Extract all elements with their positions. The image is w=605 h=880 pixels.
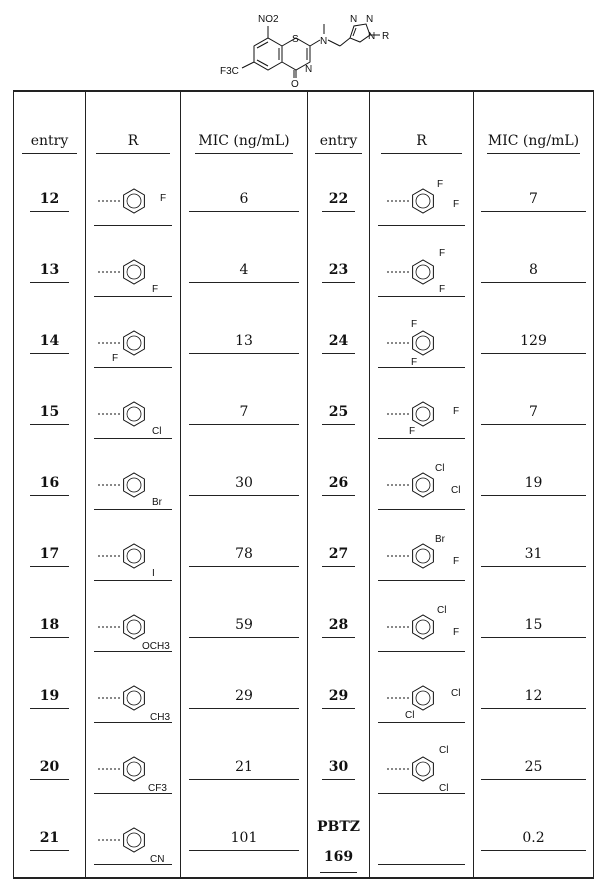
- r-group-cell: [86, 523, 181, 594]
- mic-cell: [474, 239, 594, 310]
- 3-chloro-4-fluorophenyl-icon: [379, 603, 465, 651]
- scaffold-structure: [214, 2, 404, 88]
- entry-cell: [14, 736, 86, 807]
- sulfur-label: S: [292, 34, 299, 45]
- r-underline: [378, 793, 465, 794]
- substituent-label: F: [452, 556, 459, 567]
- r-group-cell: [370, 665, 474, 736]
- entry-cell: [14, 239, 86, 310]
- r-underline: [94, 722, 173, 723]
- 3-fluorophenyl-icon: [90, 248, 176, 296]
- 3-iodophenyl-icon: [90, 532, 176, 580]
- r-underline: [378, 722, 465, 723]
- mic-value: 21: [189, 759, 300, 780]
- mic-cell: [181, 594, 308, 665]
- header-entry: entry: [14, 91, 86, 168]
- entry-label: 12: [30, 191, 69, 212]
- entry-cell: [14, 381, 86, 452]
- entry-label: 17: [30, 546, 69, 567]
- 3-trifluoromethylphenyl-icon: [90, 745, 176, 793]
- mic-value: 31: [481, 546, 586, 567]
- substituent-label: Cl: [152, 426, 162, 437]
- mic-cell: [474, 310, 594, 381]
- triazole-n3-label: N: [368, 31, 376, 42]
- mic-value: 29: [189, 688, 300, 709]
- substituent-label: OCH3: [142, 641, 170, 651]
- entry-cell: [308, 381, 370, 452]
- header-r: R: [86, 91, 181, 168]
- mic-value: 19: [481, 475, 586, 496]
- r-group-cell: [370, 452, 474, 523]
- entry-cell: [308, 665, 370, 736]
- mic-cell: [181, 665, 308, 736]
- table-row: [14, 168, 594, 239]
- r-underline: [94, 438, 173, 439]
- r-underline: [94, 367, 173, 368]
- entry-cell: [14, 310, 86, 381]
- entry-cell: [308, 807, 370, 878]
- mic-table: [13, 90, 594, 879]
- mic-value: 4: [189, 262, 300, 283]
- mic-value: 30: [189, 475, 300, 496]
- r-underline: [378, 509, 465, 510]
- 2,4-dichlorophenyl-icon: [379, 674, 465, 722]
- r-group-cell: [370, 381, 474, 452]
- table-row: [14, 807, 594, 878]
- substituent-label: F: [452, 627, 459, 638]
- r-group-cell: [86, 807, 181, 878]
- mic-value: 101: [189, 830, 300, 851]
- 2-fluorophenyl-icon: [90, 319, 176, 367]
- entry-label: 15: [30, 404, 69, 425]
- entry-cell: [14, 807, 86, 878]
- substituent-label: F: [410, 319, 417, 330]
- table-row: [14, 523, 594, 594]
- substituent-label: Cl: [436, 605, 446, 616]
- entry-label: 14: [30, 333, 69, 354]
- entry-label: 13: [30, 262, 69, 283]
- entry-cell: [308, 310, 370, 381]
- entry-label: 21: [30, 830, 69, 851]
- header-row: [14, 91, 594, 168]
- mic-cell: [474, 736, 594, 807]
- r-group-cell: [370, 594, 474, 665]
- table-row: [14, 736, 594, 807]
- table-row: [14, 310, 594, 381]
- substituent-label: F: [452, 199, 459, 210]
- 3-chlorophenyl-icon: [90, 390, 176, 438]
- r-underline: [94, 296, 173, 297]
- substituent-label: Br: [152, 497, 162, 508]
- mic-cell: [474, 665, 594, 736]
- r-underline: [378, 580, 465, 581]
- r-underline: [94, 651, 173, 652]
- r-group-cell: [86, 168, 181, 239]
- entry-label: 27: [322, 546, 356, 567]
- r-underline: [94, 864, 173, 865]
- r-underline: [378, 651, 465, 652]
- mic-cell: [474, 381, 594, 452]
- substituent-label: Cl: [438, 745, 448, 756]
- mic-cell: [181, 523, 308, 594]
- 3-cyanophenyl-icon: [90, 816, 176, 864]
- entry-cell: [308, 239, 370, 310]
- carbonyl-label: O: [291, 79, 299, 88]
- entry-label: 18: [30, 617, 69, 638]
- substituent-label: F: [152, 284, 159, 295]
- header-r-2: R: [370, 91, 474, 168]
- r-group-cell: [370, 736, 474, 807]
- substituent-label: F: [160, 193, 167, 204]
- table-row: [14, 452, 594, 523]
- table-row: [14, 239, 594, 310]
- r-group-cell: [86, 452, 181, 523]
- substituent-label: Cl: [450, 485, 460, 496]
- mic-value: 8: [481, 262, 586, 283]
- substituent-label: F: [452, 406, 459, 417]
- substituent-label: F: [112, 353, 119, 364]
- substituent-label: F: [438, 284, 445, 295]
- entry-label: 16: [30, 475, 69, 496]
- substituent-label: F: [438, 248, 445, 259]
- table-row: [14, 381, 594, 452]
- r-group-cell: [86, 665, 181, 736]
- mic-value: 13: [189, 333, 300, 354]
- r-group-cell: [86, 736, 181, 807]
- mic-cell: [181, 239, 308, 310]
- 3,4-dichlorophenyl-icon: [379, 461, 465, 509]
- 3-bromophenyl-icon: [90, 461, 176, 509]
- mic-cell: [181, 452, 308, 523]
- mic-value: 25: [481, 759, 586, 780]
- r-group-cell: [370, 168, 474, 239]
- mic-cell: [181, 807, 308, 878]
- r-group-cell: [86, 310, 181, 381]
- substituent-label: F: [436, 179, 443, 190]
- 2,6-difluorophenyl-icon: [379, 319, 465, 367]
- r-underline: [94, 580, 173, 581]
- 3,5-dichlorophenyl-icon: [379, 745, 465, 793]
- substituent-label: I: [152, 568, 155, 579]
- 3-methylphenyl-icon: [90, 674, 176, 722]
- entry-cell: [308, 594, 370, 665]
- table-row: [14, 665, 594, 736]
- r-underline: [378, 296, 465, 297]
- mic-value: 129: [481, 333, 586, 354]
- r-group-cell: [86, 239, 181, 310]
- entry-label: 19: [30, 688, 69, 709]
- mic-cell: [474, 523, 594, 594]
- mic-value: 6: [189, 191, 300, 212]
- entry-label: 22: [322, 191, 356, 212]
- substituent-label: F: [410, 357, 417, 367]
- amine-label: N: [320, 36, 328, 47]
- cf3-label: F3C: [220, 66, 239, 77]
- substituent-label: CF3: [148, 783, 167, 793]
- mic-value: 0.2: [481, 830, 586, 851]
- r-group-cell: [86, 594, 181, 665]
- nitro-label: NO2: [258, 14, 279, 25]
- entry-label: 28: [322, 617, 356, 638]
- substituent-label: CH3: [150, 712, 171, 722]
- 2,4-difluorophenyl-icon: [379, 390, 465, 438]
- entry-label-line-2: 169: [320, 842, 357, 873]
- table-row: [14, 594, 594, 665]
- r-group-cell: [370, 239, 474, 310]
- 3-methoxyphenyl-icon: [90, 603, 176, 651]
- 3-bromo-4-fluorophenyl-icon: [379, 532, 465, 580]
- mic-value: 7: [481, 404, 586, 425]
- entry-cell: [14, 594, 86, 665]
- mic-value: 12: [481, 688, 586, 709]
- entry-cell: [308, 523, 370, 594]
- entry-label: 24: [322, 333, 356, 354]
- substituent-label: Cl: [434, 463, 444, 474]
- mic-value: 7: [481, 191, 586, 212]
- mic-cell: [181, 381, 308, 452]
- triazole-n1-label: N: [350, 14, 358, 25]
- mic-cell: [474, 168, 594, 239]
- entry-cell: [308, 452, 370, 523]
- r-underline: [378, 367, 465, 368]
- r-group-cell: [86, 381, 181, 452]
- entry-cell: [14, 665, 86, 736]
- r-underline: [378, 438, 465, 439]
- substituent-label: Cl: [404, 710, 414, 721]
- entry-label: 30: [322, 759, 356, 780]
- mic-cell: [474, 807, 594, 878]
- mic-value: 59: [189, 617, 300, 638]
- entry-label: 25: [322, 404, 356, 425]
- ring-n-label: N: [305, 64, 313, 75]
- r-underline: [94, 793, 173, 794]
- entry-label: 20: [30, 759, 69, 780]
- entry-cell: [14, 452, 86, 523]
- r-underline: [378, 225, 465, 226]
- substituent-label: CN: [150, 853, 165, 864]
- substituent-label: F: [408, 426, 415, 437]
- substituent-label: Br: [434, 534, 445, 545]
- header-mic: MIC (ng/mL): [181, 91, 308, 168]
- 3,4-difluorophenyl-icon: [379, 177, 465, 225]
- mic-cell: [181, 168, 308, 239]
- header-entry-2: entry: [308, 91, 370, 168]
- mic-value: 7: [189, 404, 300, 425]
- r-underline: [378, 864, 465, 865]
- r-group-cell: [370, 807, 474, 878]
- mic-value: 78: [189, 546, 300, 567]
- entry-label-line-1: PBTZ: [317, 818, 360, 835]
- mic-cell: [474, 452, 594, 523]
- substituent-label: Cl: [450, 688, 460, 699]
- substituent-label: Cl: [438, 783, 448, 793]
- entry-label: 29: [322, 688, 356, 709]
- entry-cell: [14, 168, 86, 239]
- mic-value: 15: [481, 617, 586, 638]
- r-group-cell: [370, 523, 474, 594]
- r-group-label: R: [382, 31, 390, 42]
- mic-cell: [181, 310, 308, 381]
- entry-label: 23: [322, 262, 356, 283]
- r-group-cell: [370, 310, 474, 381]
- mic-cell: [474, 594, 594, 665]
- header-mic-2: MIC (ng/mL): [474, 91, 594, 168]
- entry-label: 26: [322, 475, 356, 496]
- r-underline: [94, 225, 173, 226]
- mic-cell: [181, 736, 308, 807]
- triazole-n2-label: N: [366, 14, 374, 25]
- entry-cell: [308, 168, 370, 239]
- r-underline: [94, 509, 173, 510]
- entry-cell: [308, 736, 370, 807]
- entry-cell: [14, 523, 86, 594]
- 4-fluorophenyl-icon: [90, 177, 176, 225]
- 3,5-difluorophenyl-icon: [379, 248, 465, 296]
